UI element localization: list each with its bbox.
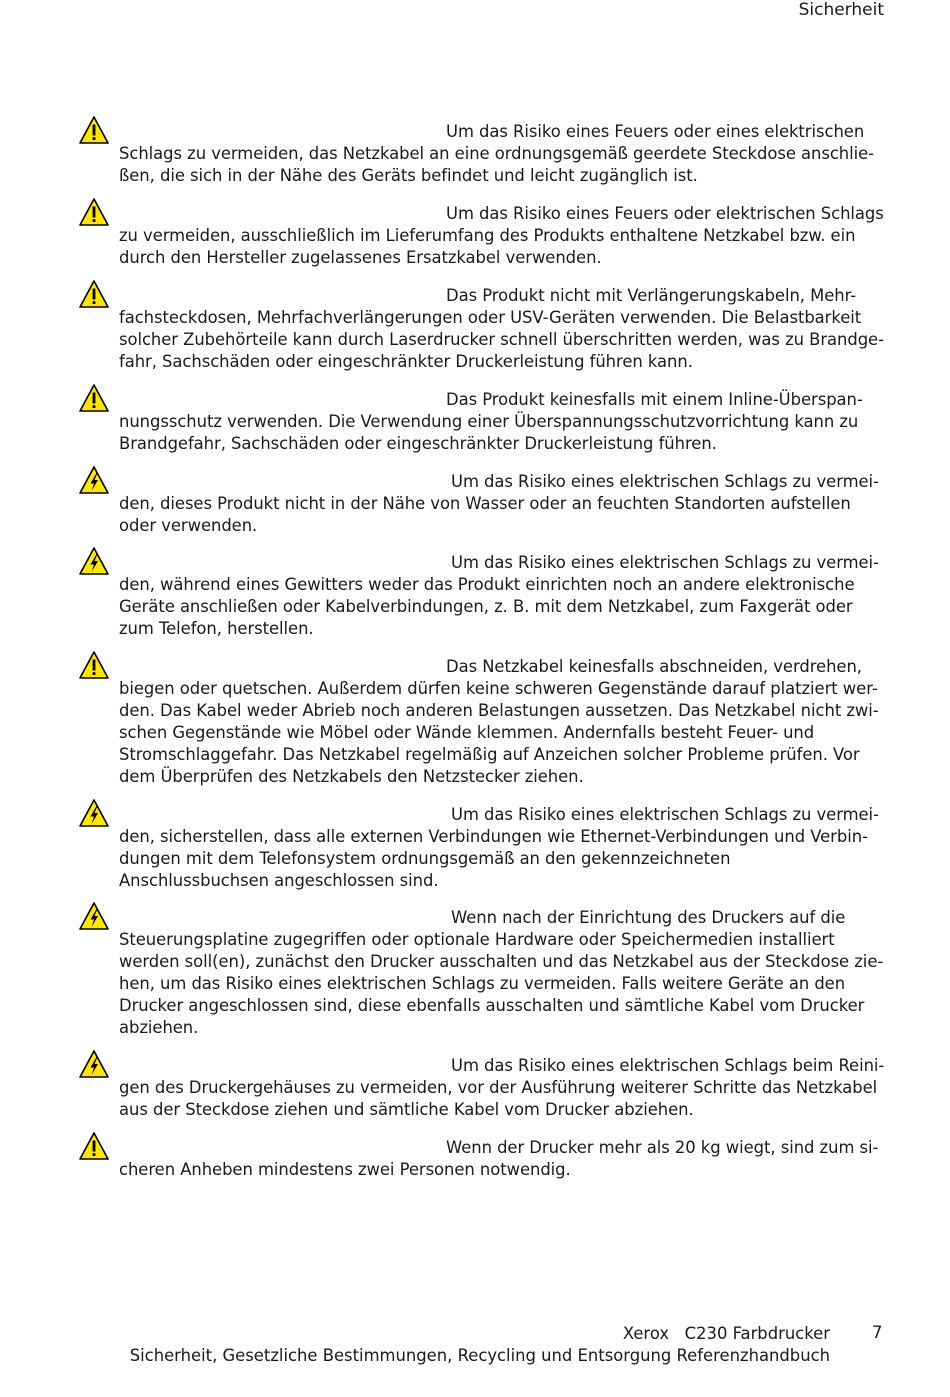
notice-text-line: zu vermeiden, ausschließlich im Lieferumfang des Produkts enthaltene Netzkabel bzw. ein xyxy=(119,226,856,245)
notice-text-line: Um das Risiko eines Feuers oder eines elektrischen xyxy=(446,122,865,141)
notice-text-line: Um das Risiko eines Feuers oder elektrischen Schlags xyxy=(446,204,884,223)
safety-notice xyxy=(78,552,890,640)
footer-document-info xyxy=(130,1323,830,1367)
notice-text-line: aus der Steckdose ziehen und sämtliche Kabel vom Drucker abziehen. xyxy=(119,1100,694,1119)
notice-text-line: den, dieses Produkt nicht in der Nähe von Wasser oder an feuchten Standorten aufstellen xyxy=(119,494,851,513)
notice-text-line: solcher Zubehörteile kann durch Laserdrucker schnell überschritten werden, was zu Brandge- xyxy=(119,330,884,349)
electrical-hazard-icon xyxy=(78,465,110,495)
notice-text-line: Anschlussbuchsen angeschlossen sind. xyxy=(119,871,439,890)
notice-text-line: oder verwenden. xyxy=(119,516,258,535)
notice-text-line: Das Produkt keinesfalls mit einem Inline-Überspan- xyxy=(446,390,863,409)
notice-text-line: dungen mit dem Telefonsystem ordnungsgemäß an den gekennzeichneten xyxy=(119,849,731,868)
warning-triangle-icon xyxy=(78,197,110,227)
page-number: 7 xyxy=(872,1323,883,1342)
notice-text-line: Geräte anschließen oder Kabelverbindungen, z. B. mit dem Netzkabel, zum Faxgerät oder xyxy=(119,597,853,616)
safety-notice xyxy=(78,203,890,269)
notice-text-line: ßen, die sich in der Nähe des Geräts befindet und leicht zugänglich ist. xyxy=(119,166,698,185)
electrical-hazard-icon xyxy=(78,1049,110,1079)
safety-notice xyxy=(78,389,890,455)
notice-text-line: den, sicherstellen, dass alle externen Verbindungen wie Ethernet-Verbindungen und Verbin- xyxy=(119,827,868,846)
notice-text-line: Wenn der Drucker mehr als 20 kg wiegt, sind zum si- xyxy=(446,1138,879,1157)
notice-text-line: nungsschutz verwenden. Die Verwendung einer Überspannungsschutzvorrichtung kann zu xyxy=(119,412,859,431)
notice-text-line: Schlags zu vermeiden, das Netzkabel an eine ordnungsgemäß geerdete Steckdose anschlie- xyxy=(119,144,875,163)
notice-text-line: Steuerungsplatine zugegriffen oder optionale Hardware oder Speichermedien installiert xyxy=(119,930,835,949)
notice-text-line: Brandgefahr, Sachschäden oder eingeschränkter Druckerleistung führen. xyxy=(119,434,717,453)
safety-notice xyxy=(78,656,890,788)
notice-text-line: fahr, Sachschäden oder eingeschränkter Druckerleistung führen kann. xyxy=(119,352,693,371)
notice-text-line: Stromschlaggefahr. Das Netzkabel regelmäßig auf Anzeichen solcher Probleme prüfen. Vor xyxy=(119,745,860,764)
notice-text-line: Um das Risiko eines elektrischen Schlags zu vermei- xyxy=(451,805,879,824)
warning-triangle-icon xyxy=(78,650,110,680)
safety-notice xyxy=(78,907,890,1039)
electrical-hazard-icon xyxy=(78,798,110,828)
safety-notice xyxy=(78,1055,890,1121)
notice-text-line: Drucker angeschlossen sind, diese ebenfalls ausschalten und sämtliche Kabel vom Drucker xyxy=(119,996,865,1015)
notice-text-line: schen Gegenstände wie Möbel oder Wände klemmen. Andernfalls besteht Feuer- und xyxy=(119,723,815,742)
notice-text-line: Um das Risiko eines elektrischen Schlags zu vermei- xyxy=(451,472,879,491)
notice-text-line: werden soll(en), zunächst den Drucker ausschalten und das Netzkabel aus der Steckdose zie- xyxy=(119,952,884,971)
notice-text-line: zum Telefon, herstellen. xyxy=(119,619,314,638)
notice-text-line: dem Überprüfen des Netzkabels den Netzstecker ziehen. xyxy=(119,767,584,786)
notice-text-line: hen, um das Risiko eines elektrischen Schlags zu vermeiden. Falls weitere Geräte an den xyxy=(119,974,846,993)
notice-text-line: Wenn nach der Einrichtung des Druckers auf die xyxy=(451,908,846,927)
warning-triangle-icon xyxy=(78,279,110,309)
notice-text-line: abziehen. xyxy=(119,1018,199,1037)
notice-text-line: cheren Anheben mindestens zwei Personen notwendig. xyxy=(119,1160,571,1179)
electrical-hazard-icon xyxy=(78,901,110,931)
safety-notice xyxy=(78,804,890,892)
notice-text-line: den. Das Kabel weder Abrieb noch anderen Belastungen aussetzen. Das Netzkabel nicht zwi- xyxy=(119,701,879,720)
notice-text-line: Das Produkt nicht mit Verlängerungskabeln, Mehr- xyxy=(446,286,857,305)
notice-text-line: biegen oder quetschen. Außerdem dürfen keine schweren Gegenstände darauf platziert wer- xyxy=(119,679,878,698)
notice-text-line: den, während eines Gewitters weder das Produkt einrichten noch an andere elektronische xyxy=(119,575,855,594)
notice-text-line: gen des Druckergehäuses zu vermeiden, vor der Ausführung weiterer Schritte das Netzkabel xyxy=(119,1078,878,1097)
safety-notice xyxy=(78,285,890,373)
notice-text-line: Das Netzkabel keinesfalls abschneiden, verdrehen, xyxy=(446,657,862,676)
warning-triangle-icon xyxy=(78,1131,110,1161)
footer-document-title: Sicherheit, Gesetzliche Bestimmungen, Recycling und Entsorgung Referenzhandbuch xyxy=(129,1346,830,1365)
notice-text-line: Um das Risiko eines elektrischen Schlags zu vermei- xyxy=(451,553,879,572)
safety-notice xyxy=(78,1137,890,1181)
notice-text-line: fachsteckdosen, Mehrfachverlängerungen oder USV-Geräten verwenden. Die Belastbarkeit xyxy=(119,308,862,327)
safety-notice xyxy=(78,121,890,187)
safety-notice xyxy=(78,471,890,537)
warning-triangle-icon xyxy=(78,383,110,413)
electrical-hazard-icon xyxy=(78,546,110,576)
page-section-title: Sicherheit xyxy=(798,0,884,20)
notice-text-line: durch den Hersteller zugelassenes Ersatzkabel verwenden. xyxy=(119,248,602,267)
notice-text-line: Um das Risiko eines elektrischen Schlags beim Reini- xyxy=(451,1056,885,1075)
warning-triangle-icon xyxy=(78,115,110,145)
footer-product-line: Xerox C230 Farbdrucker xyxy=(622,1324,830,1343)
